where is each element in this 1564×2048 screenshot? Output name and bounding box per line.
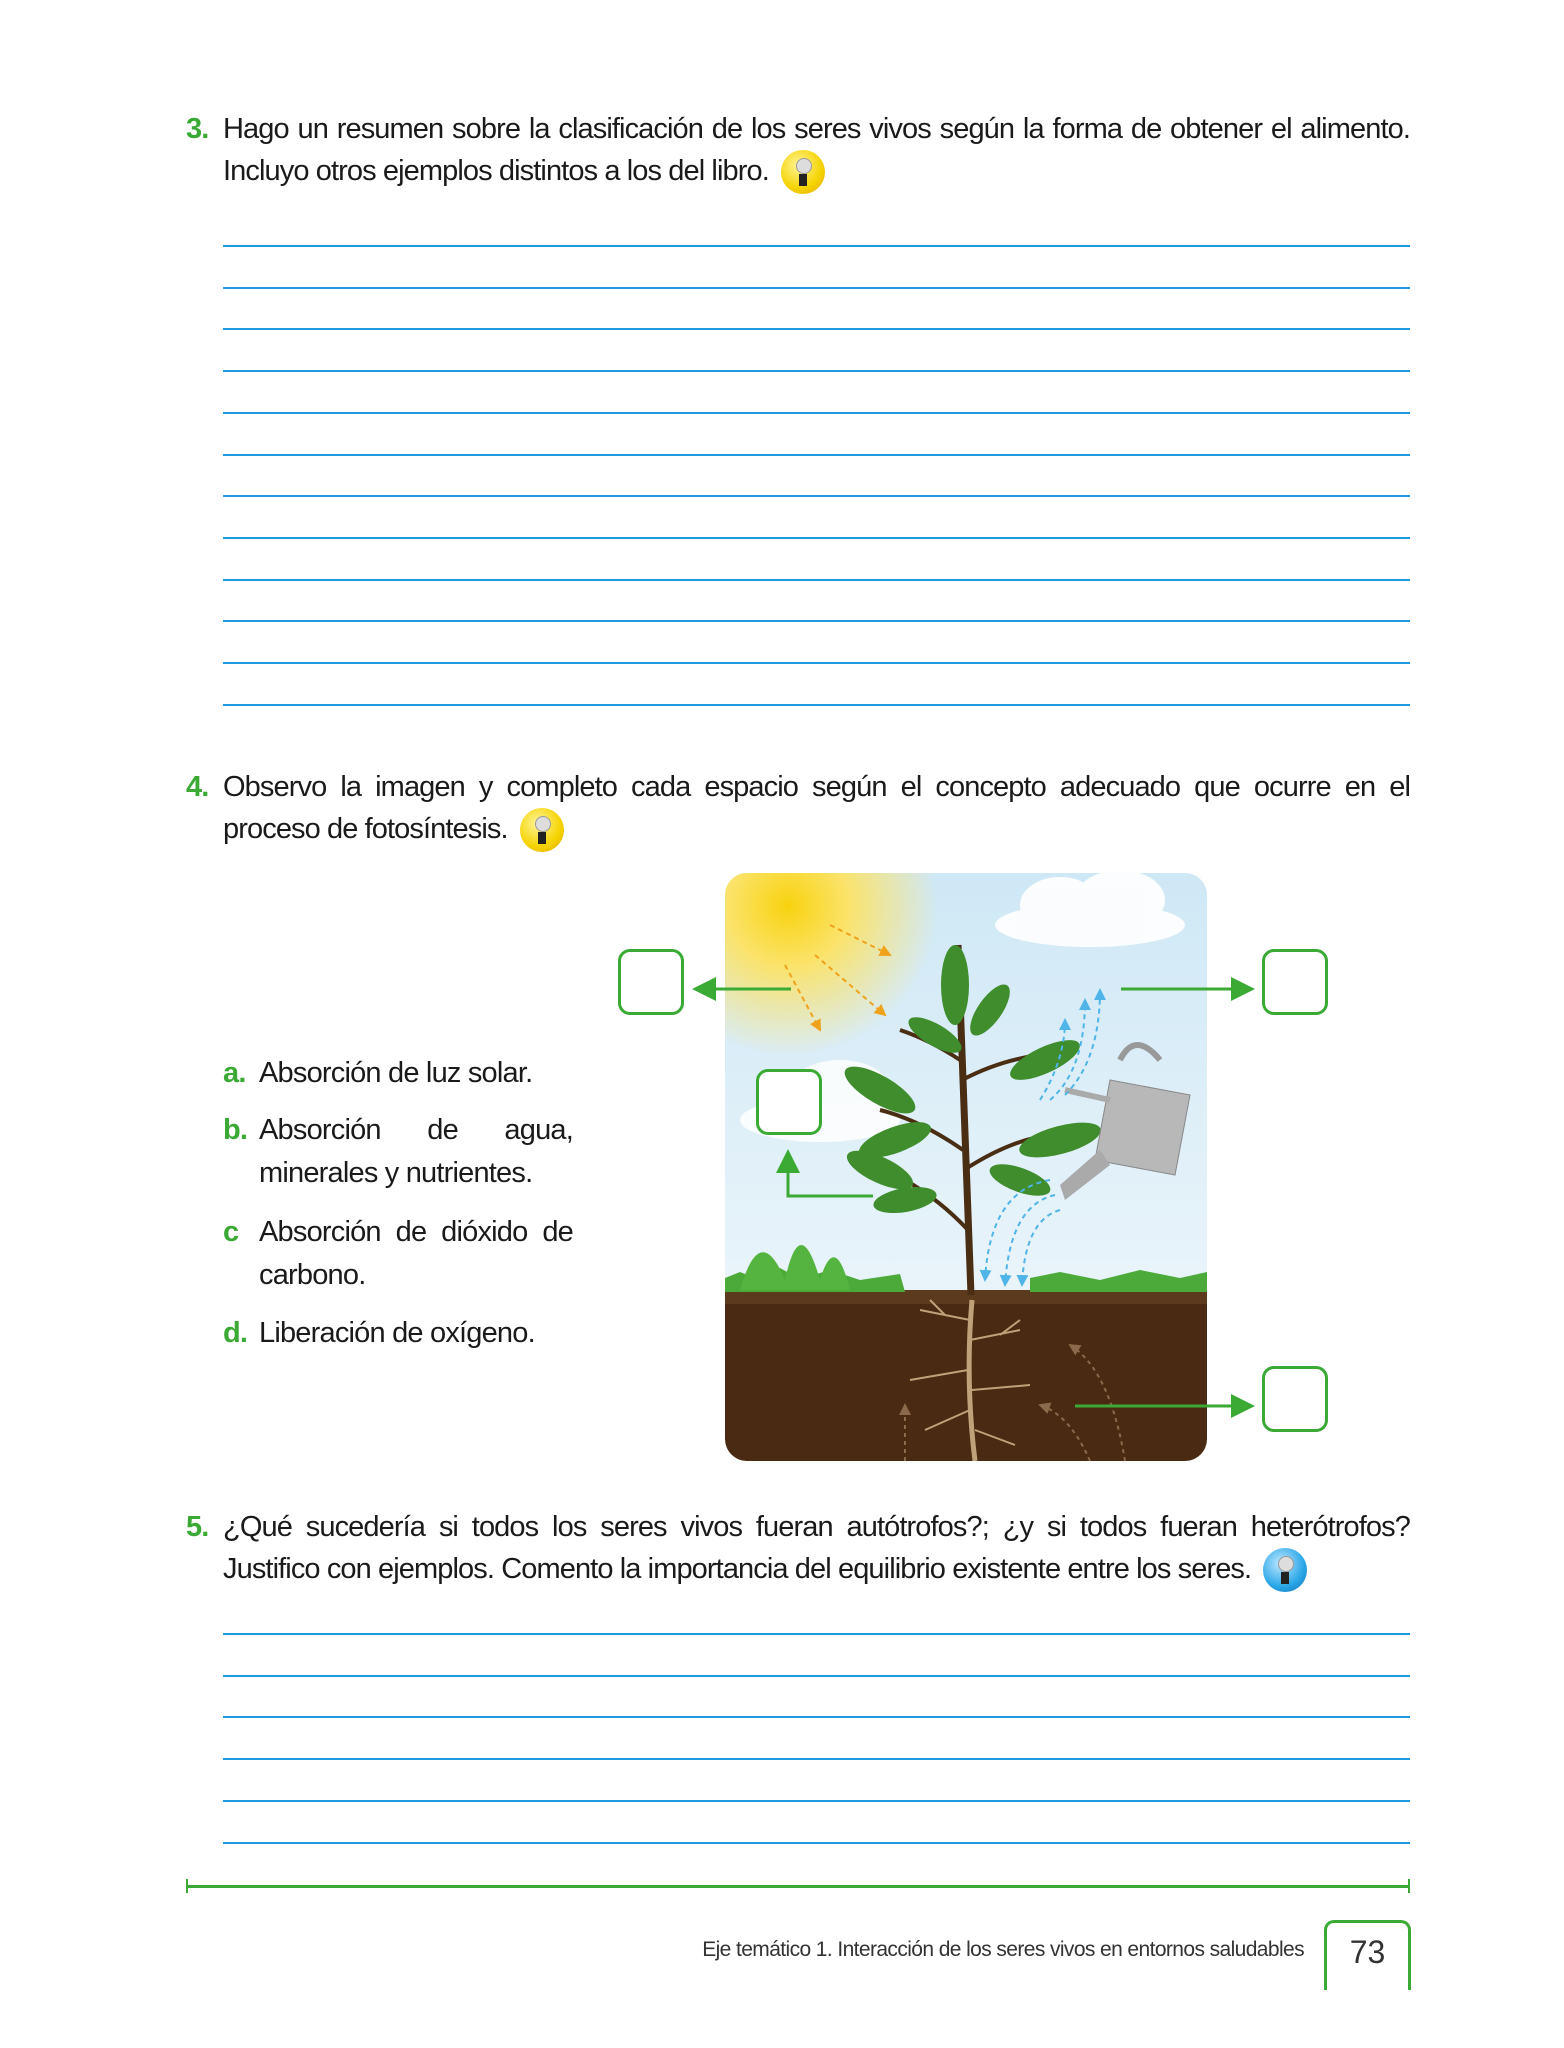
sun-icon	[638, 756, 938, 1056]
question-number: 5.	[186, 1511, 209, 1543]
option-text: Absorción de dióxido de carbono.	[259, 1216, 573, 1291]
answer-line[interactable]	[223, 1842, 1410, 1844]
answer-box-leaf[interactable]	[756, 1069, 822, 1135]
option-letter: d.	[223, 1317, 248, 1349]
answer-box-sunlight[interactable]	[618, 949, 684, 1015]
question-number: 3.	[186, 113, 209, 145]
soil	[725, 1290, 1207, 1461]
lightbulb-icon	[1263, 1548, 1307, 1592]
answer-box-roots[interactable]	[1262, 1366, 1328, 1432]
option-text: Absorción de luz solar.	[259, 1057, 533, 1089]
divider-tick	[1408, 1879, 1410, 1893]
option-letter: c	[223, 1216, 239, 1248]
question-5	[186, 1506, 1410, 1592]
answer-line[interactable]	[223, 1716, 1410, 1718]
footer-divider	[186, 1885, 1410, 1888]
question-text: Observo la imagen y completo cada espacio según el concepto adecuado que ocurre en el proceso de fotosíntesis.	[223, 771, 1410, 845]
footer-section-title: Eje temático 1. Interacción de los seres vivos en entornos saludables	[702, 1938, 1304, 1961]
answer-line[interactable]	[223, 1800, 1410, 1802]
divider-tick	[186, 1879, 188, 1893]
answer-line[interactable]	[223, 1633, 1410, 1635]
question-text: Hago un resumen sobre la clasificación de los seres vivos según la forma de obtener el alimento. Incluyo otros ejemplos distintos a los del libro.	[223, 113, 1410, 187]
option-text: Liberación de oxígeno.	[259, 1317, 535, 1349]
answer-line[interactable]	[223, 1675, 1410, 1677]
answer-line[interactable]	[223, 1758, 1410, 1760]
answer-box-air[interactable]	[1262, 949, 1328, 1015]
question-text: ¿Qué sucedería si todos los seres vivos fueran autótrofos?; ¿y si todos fueran heterótrofos? Justifico con ejemplos. Comento la importancia del equilibrio existente entre los seres.	[223, 1511, 1410, 1585]
question-number: 4.	[186, 771, 209, 803]
option-letter: a.	[223, 1057, 246, 1089]
page-number: 73	[1324, 1920, 1411, 1990]
option-text: Absorción de agua, minerales y nutrientes.	[259, 1114, 573, 1189]
option-letter: b.	[223, 1114, 248, 1146]
